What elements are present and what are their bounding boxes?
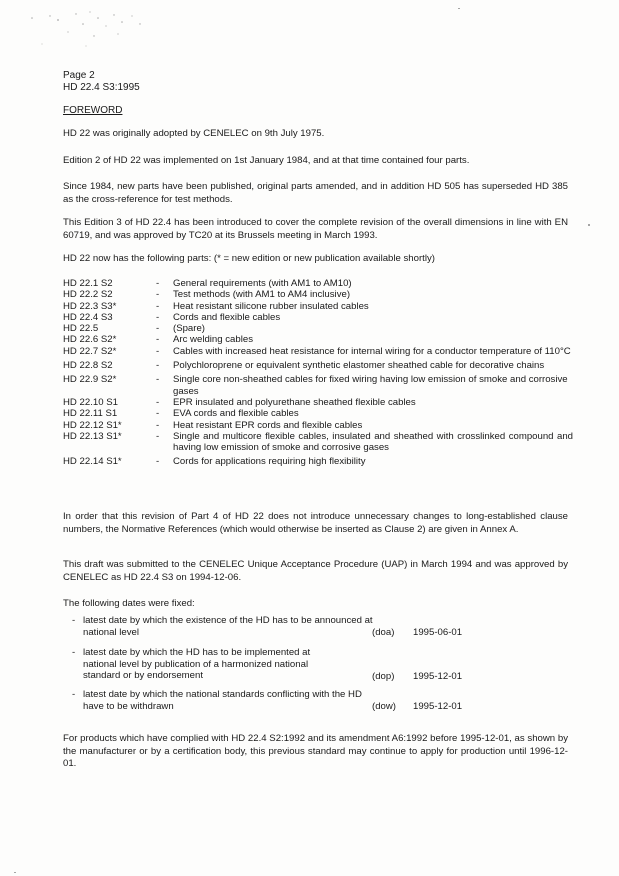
list-item (63, 431, 573, 454)
part-code: HD 22.3 S3* (63, 300, 117, 312)
date-code: (doa) (372, 627, 395, 638)
list-item (63, 278, 573, 289)
page-header (63, 70, 140, 94)
part-dash: - (156, 408, 160, 420)
date-description: latest date by which the national standards conflicting with the HD have to be withdrawn (83, 689, 362, 712)
part-description: Cords and flexible cables (173, 311, 281, 323)
part-code: HD 22.14 S1* (63, 456, 122, 468)
part-code: HD 22.11 S1 (63, 408, 118, 420)
part-description: EVA cords and flexible cables (173, 408, 299, 420)
list-item (63, 289, 573, 300)
part-dash: - (156, 311, 160, 323)
part-description: Test methods (with AM1 to AM4 inclusive) (173, 289, 351, 301)
list-item (63, 323, 573, 334)
part-code: HD 22.4 S3 (63, 311, 113, 323)
parts-list (63, 278, 573, 468)
date-value: 1995-12-01 (413, 701, 463, 712)
dates-title: The following dates were fixed: (63, 598, 195, 609)
part-description: (Spare) (173, 323, 205, 335)
part-description: General requirements (with AM1 to AM10) (173, 278, 352, 289)
part-description: Polychloroprene or equivalent synthetic elastomer sheathed cable for decorative chains (173, 360, 545, 372)
document-id: HD 22.4 S3:1995 (63, 82, 140, 93)
part-description: Cords for applications requiring high flexibility (173, 456, 366, 468)
list-item (63, 301, 573, 312)
paragraph-transition: For products which have complied with HD 22.4 S2:1992 and its amendment A6:1992 before 1995-12-01, as shown by the manufacturer or by a certification body, this previous standard may continue to apply for production until 1996-12-01. (63, 733, 568, 770)
part-dash: - (156, 289, 160, 301)
paragraph-since-1984: Since 1984, new parts have been published, original parts amended, and in addition HD 505 has superseded HD 385 as the cross-reference for test methods. (63, 181, 568, 205)
date-description: latest date by which the existence of the HD has to be announced at national level (83, 615, 373, 638)
paragraph-edition2: Edition 2 of HD 22 was implemented on 1st January 1984, and at that time contained four parts. (63, 155, 470, 166)
part-description: Cables with increased heat resistance for internal wiring for a conductor temperature of 110°C (173, 345, 571, 357)
part-dash: - (156, 334, 160, 346)
list-item (63, 456, 573, 467)
part-code: HD 22.12 S1* (63, 419, 122, 431)
part-dash: - (156, 430, 160, 442)
part-description: Heat resistant silicone rubber insulated cables (173, 300, 369, 312)
part-description: EPR insulated and polyurethane sheathed flexible cables (173, 396, 416, 408)
part-dash: - (156, 323, 160, 335)
list-item (63, 374, 573, 397)
part-dash: - (156, 300, 160, 312)
foreword-heading: FOREWORD (63, 105, 123, 116)
part-code: HD 22.2 S2 (63, 289, 113, 301)
date-bullet: - (72, 689, 76, 700)
date-row-dow (72, 689, 502, 713)
part-code: HD 22.13 S1* (63, 430, 122, 442)
date-code: (dop) (372, 671, 395, 682)
part-code: HD 22.10 S1 (63, 396, 118, 408)
part-code: HD 22.1 S2 (63, 278, 113, 289)
part-dash: - (156, 278, 160, 289)
date-description: latest date by which the HD has to be implemented at national level by publication of a harmonized national standard or by endorsement (83, 647, 311, 681)
part-description: Arc welding cables (173, 334, 253, 346)
part-code: HD 22.7 S2* (63, 345, 117, 357)
list-item (63, 397, 573, 408)
paragraph-adoption: HD 22 was originally adopted by CENELEC on 9th July 1975. (63, 128, 325, 139)
part-dash: - (156, 374, 160, 386)
page-number: Page 2 (63, 70, 95, 81)
scan-speck (588, 224, 590, 226)
list-item (63, 346, 573, 357)
paragraph-uap: This draft was submitted to the CENELEC Unique Acceptance Procedure (UAP) in March 1994 and was approved by CENELEC as HD 22.4 S3 on 1994-12-06. (63, 559, 568, 583)
date-code: (dow) (372, 701, 396, 712)
part-code: HD 22.6 S2* (63, 334, 117, 346)
list-item (63, 408, 573, 419)
part-code: HD 22.9 S2* (63, 374, 117, 386)
date-bullet: - (72, 615, 76, 626)
part-description: Single core non-sheathed cables for fixed wiring having low emission of smoke and corrosive gases (173, 374, 568, 397)
part-dash: - (156, 396, 160, 408)
date-value: 1995-12-01 (413, 671, 463, 682)
date-row-dop (72, 647, 502, 683)
scan-noise-marks (28, 6, 158, 50)
paragraph-annex: In order that this revision of Part 4 of HD 22 does not introduce unnecessary changes to long-established clause numbers, the Normative References (which would otherwise be inserted as Clause 2) are given in Annex A. (63, 511, 568, 535)
part-dash: - (156, 456, 160, 468)
date-row-doa (72, 615, 502, 639)
list-item (63, 420, 573, 431)
part-dash: - (156, 345, 160, 357)
part-description: Single and multicore flexible cables, insulated and sheathed with crosslinked compound and having low emission of smoke and corrosive gases (173, 430, 573, 454)
part-code: HD 22.5 (63, 323, 99, 335)
list-item (63, 334, 573, 345)
list-item (63, 312, 573, 323)
part-dash: - (156, 360, 160, 372)
paragraph-parts-intro: HD 22 now has the following parts: (* = new edition or new publication available shortly) (63, 253, 435, 264)
date-bullet: - (72, 647, 76, 658)
part-description: Heat resistant EPR cords and flexible cables (173, 419, 363, 431)
list-item (63, 360, 573, 371)
scan-speck (14, 872, 16, 873)
paragraph-edition3: This Edition 3 of HD 22.4 has been introduced to cover the complete revision of the overall dimensions in line with EN 60719, and was approved by TC20 at its Brussels meeting in March 1993. (63, 217, 568, 241)
part-dash: - (156, 419, 160, 431)
part-code: HD 22.8 S2 (63, 360, 113, 372)
scan-speck (458, 8, 460, 9)
date-value: 1995-06-01 (413, 627, 463, 638)
